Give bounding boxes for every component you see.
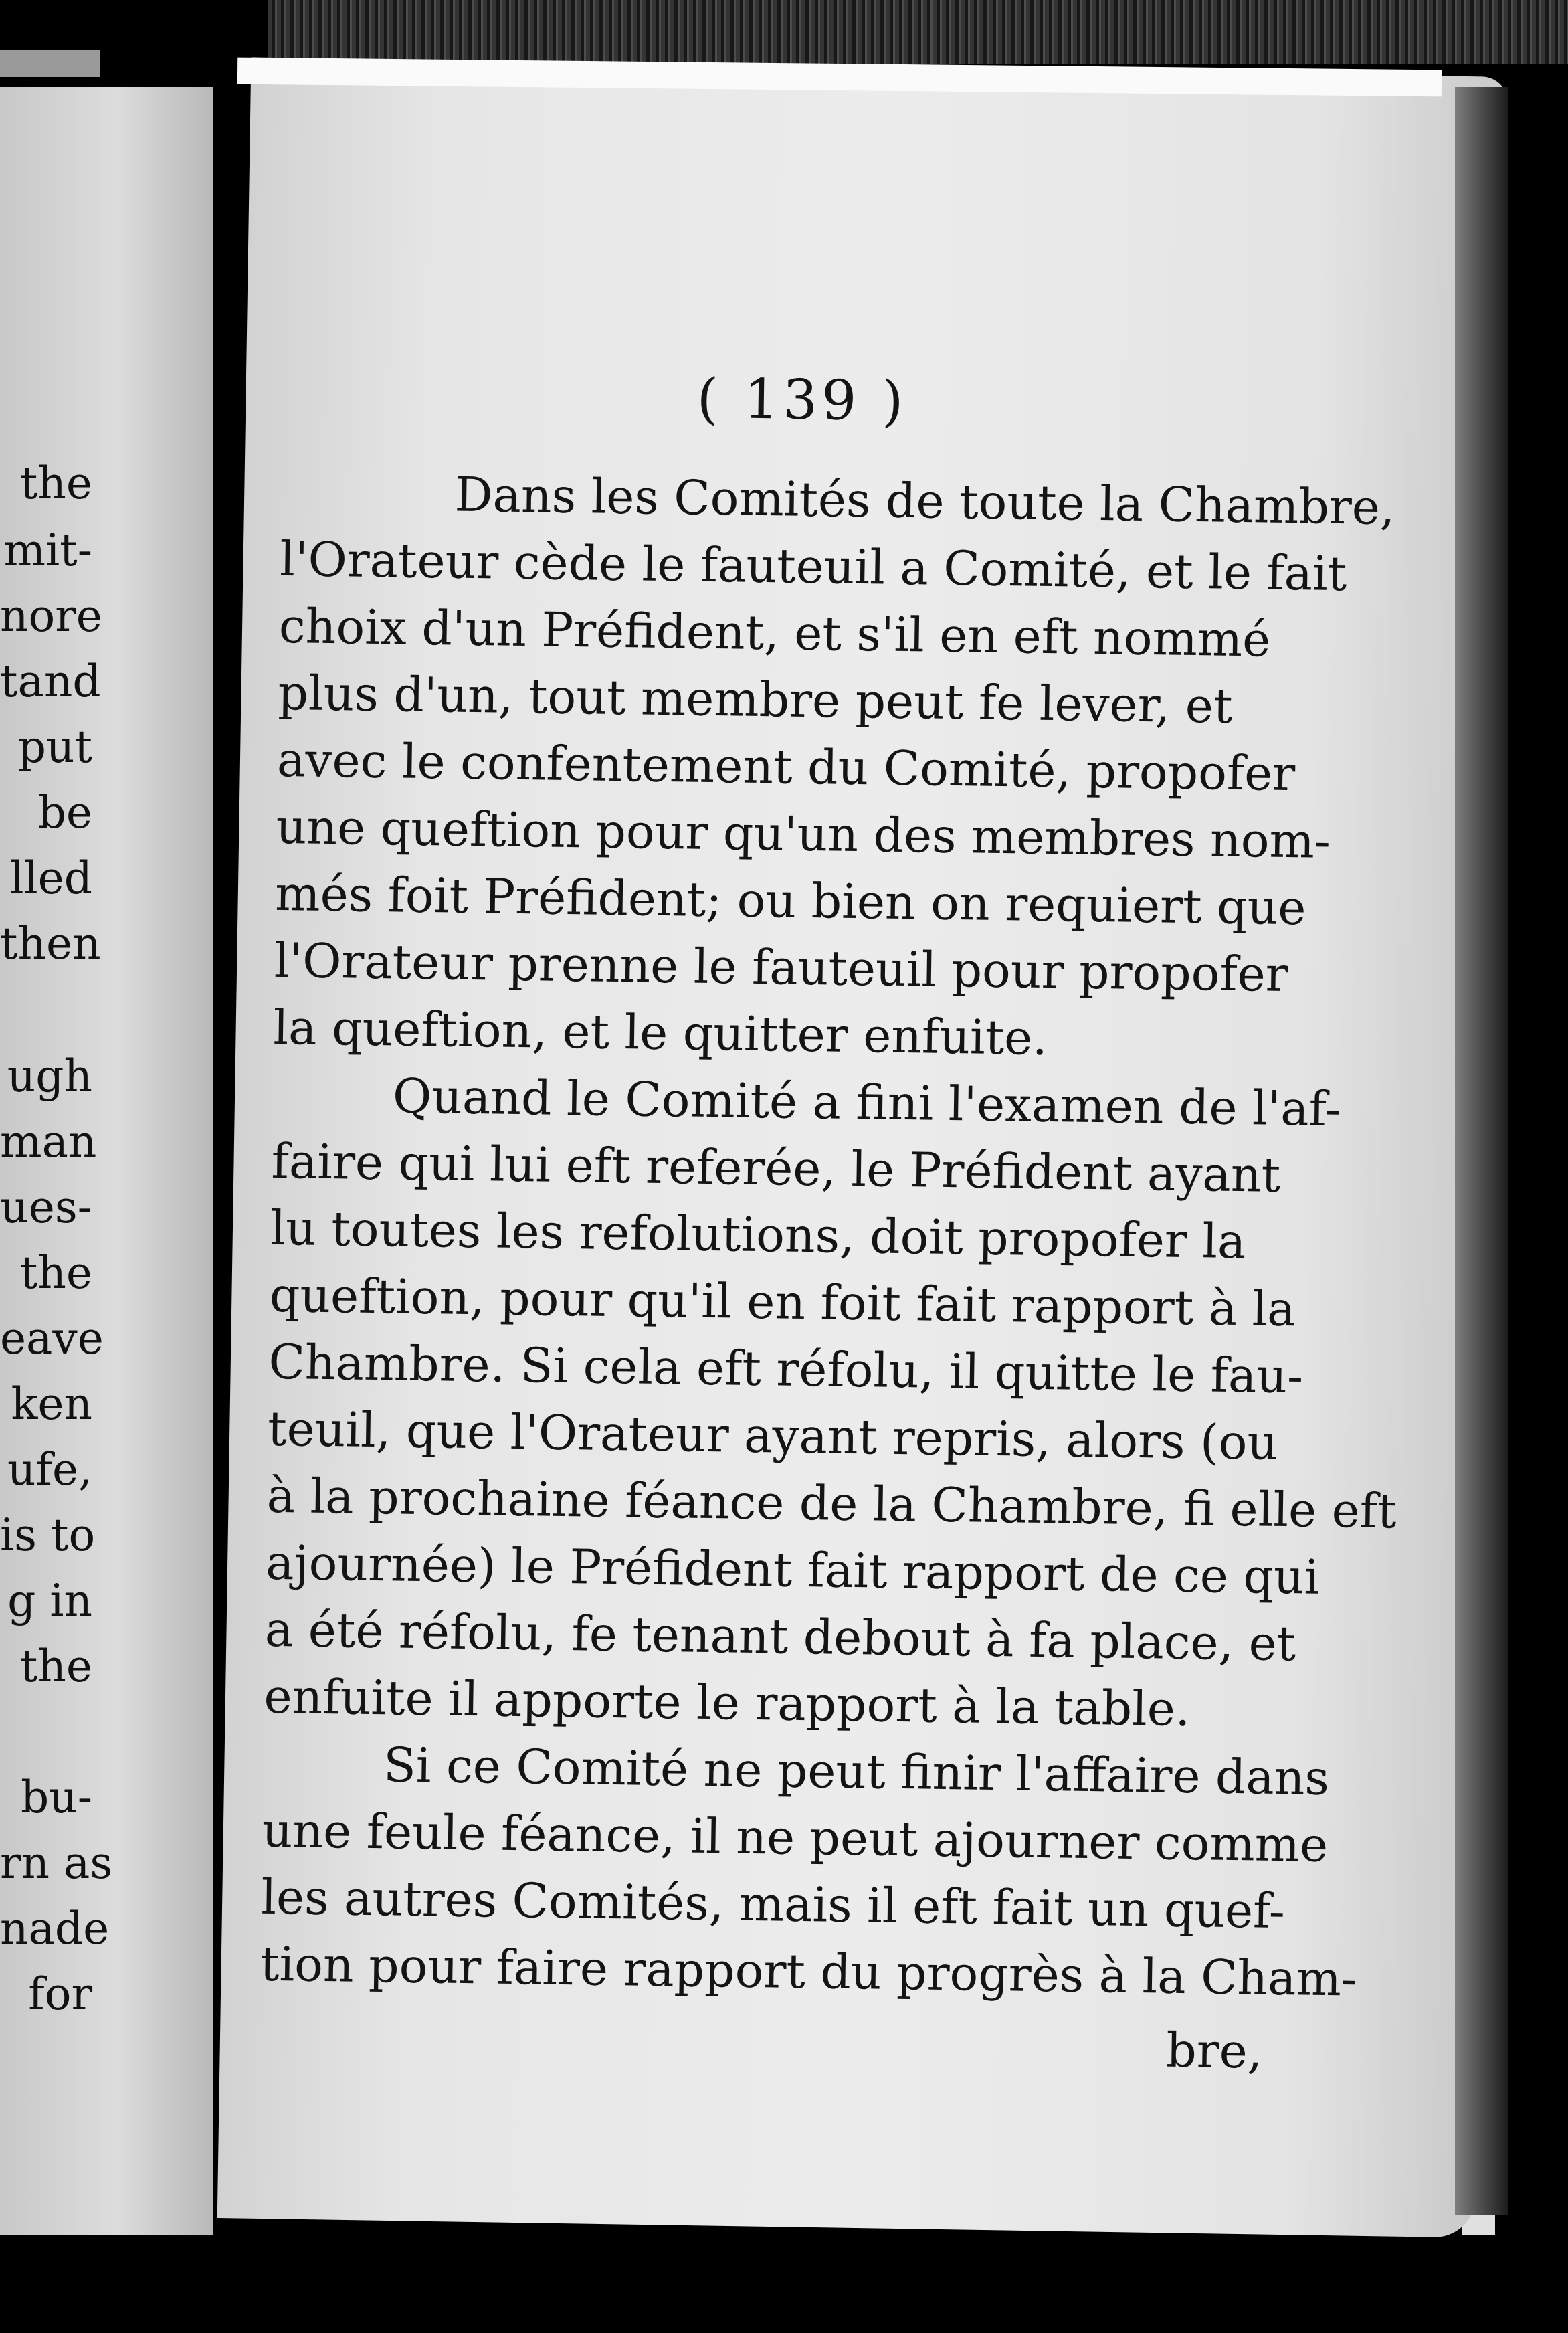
text-line: Quand le Comité a fini l'examen de l'af-: [392, 1068, 1341, 1137]
text-line: une feule féance, il ne peut ajourner comme: [262, 1802, 1329, 1873]
facing-line: ues-: [0, 1182, 92, 1233]
text-line: ajournée) le Préfident fait rapport de ce qui: [265, 1534, 1320, 1605]
page-right-shadow: [1455, 87, 1508, 2215]
text-line: une queftion pour qu'un des membres nom-: [276, 798, 1331, 869]
text-line: enfuite il apporte le rapport à la table.: [264, 1668, 1191, 1738]
text-line: faire qui lui eft referée, le Préfident ayant: [271, 1133, 1281, 1203]
facing-line: the: [19, 1247, 92, 1299]
facing-line: the: [19, 1641, 92, 1692]
facing-line: man: [0, 1116, 97, 1168]
facing-line: the: [19, 458, 92, 509]
text-line: à la prochaine féance de la Chambre, fi elle eft: [266, 1467, 1397, 1539]
facing-line: ken: [11, 1378, 92, 1430]
text-line: les autres Comités, mais il eft fait un quef-: [260, 1869, 1286, 1940]
text-line: l'Orateur cède le fauteuil a Comité, et le fait: [279, 531, 1347, 602]
text-line: Si ce Comité ne peut finir l'affaire dans: [383, 1737, 1330, 1806]
text-line: Dans les Comités de toute la Chambre,: [454, 466, 1395, 536]
facing-line: eave: [0, 1313, 104, 1364]
facing-line: is to: [0, 1509, 96, 1561]
text-line: avec le confentement du Comité, propofer: [276, 731, 1296, 802]
text-line: plus d'un, tout membre peut fe lever, et: [277, 664, 1234, 734]
text-line: a été réfolu, fe tenant debout à fa place, et: [264, 1601, 1296, 1672]
text-line: l'Orateur prenne le fauteuil pour propofer: [274, 932, 1289, 1003]
text-line: teuil, que l'Orateur ayant repris, alors (ou: [267, 1400, 1278, 1471]
text-line: choix d'un Préfident, et s'il en eft nommé: [278, 597, 1271, 668]
facing-line: ugh: [7, 1050, 92, 1102]
facing-line: mit-: [3, 525, 92, 576]
facing-line: nore: [0, 590, 102, 642]
facing-line: be: [37, 787, 92, 838]
facing-line: lled: [9, 852, 92, 904]
facing-line: for: [28, 1968, 92, 2020]
text-line: queftion, pour qu'il en foit fait rapport à la: [269, 1267, 1296, 1337]
facing-line: nade: [0, 1903, 110, 1954]
text-line: lu toutes les refolutions, doit propofer la: [270, 1200, 1246, 1270]
facing-line: tand: [0, 656, 101, 707]
facing-line: ufe,: [7, 1444, 92, 1495]
text-line: Chambre. Si cela eft réfolu, il quitte le fau-: [268, 1333, 1304, 1404]
facing-line: rn as: [0, 1837, 113, 1889]
facing-line: bu-: [20, 1772, 92, 1823]
text-line: tion pour faire rapport du progrès à la Cham-: [260, 1936, 1358, 2007]
page-edge-marker: [0, 50, 100, 77]
facing-line: then: [0, 918, 101, 969]
facing-line: g in: [7, 1575, 92, 1626]
text-line: la queftion, et le quitter enfuite.: [272, 999, 1048, 1066]
page-number-header: ( 139 ): [696, 367, 908, 434]
page-text-block: [256, 0, 1397, 2332]
text-line: més foit Préfident; ou bien on requiert que: [274, 865, 1306, 936]
catchword: bre,: [1165, 2022, 1263, 2079]
facing-line: put: [17, 721, 92, 773]
